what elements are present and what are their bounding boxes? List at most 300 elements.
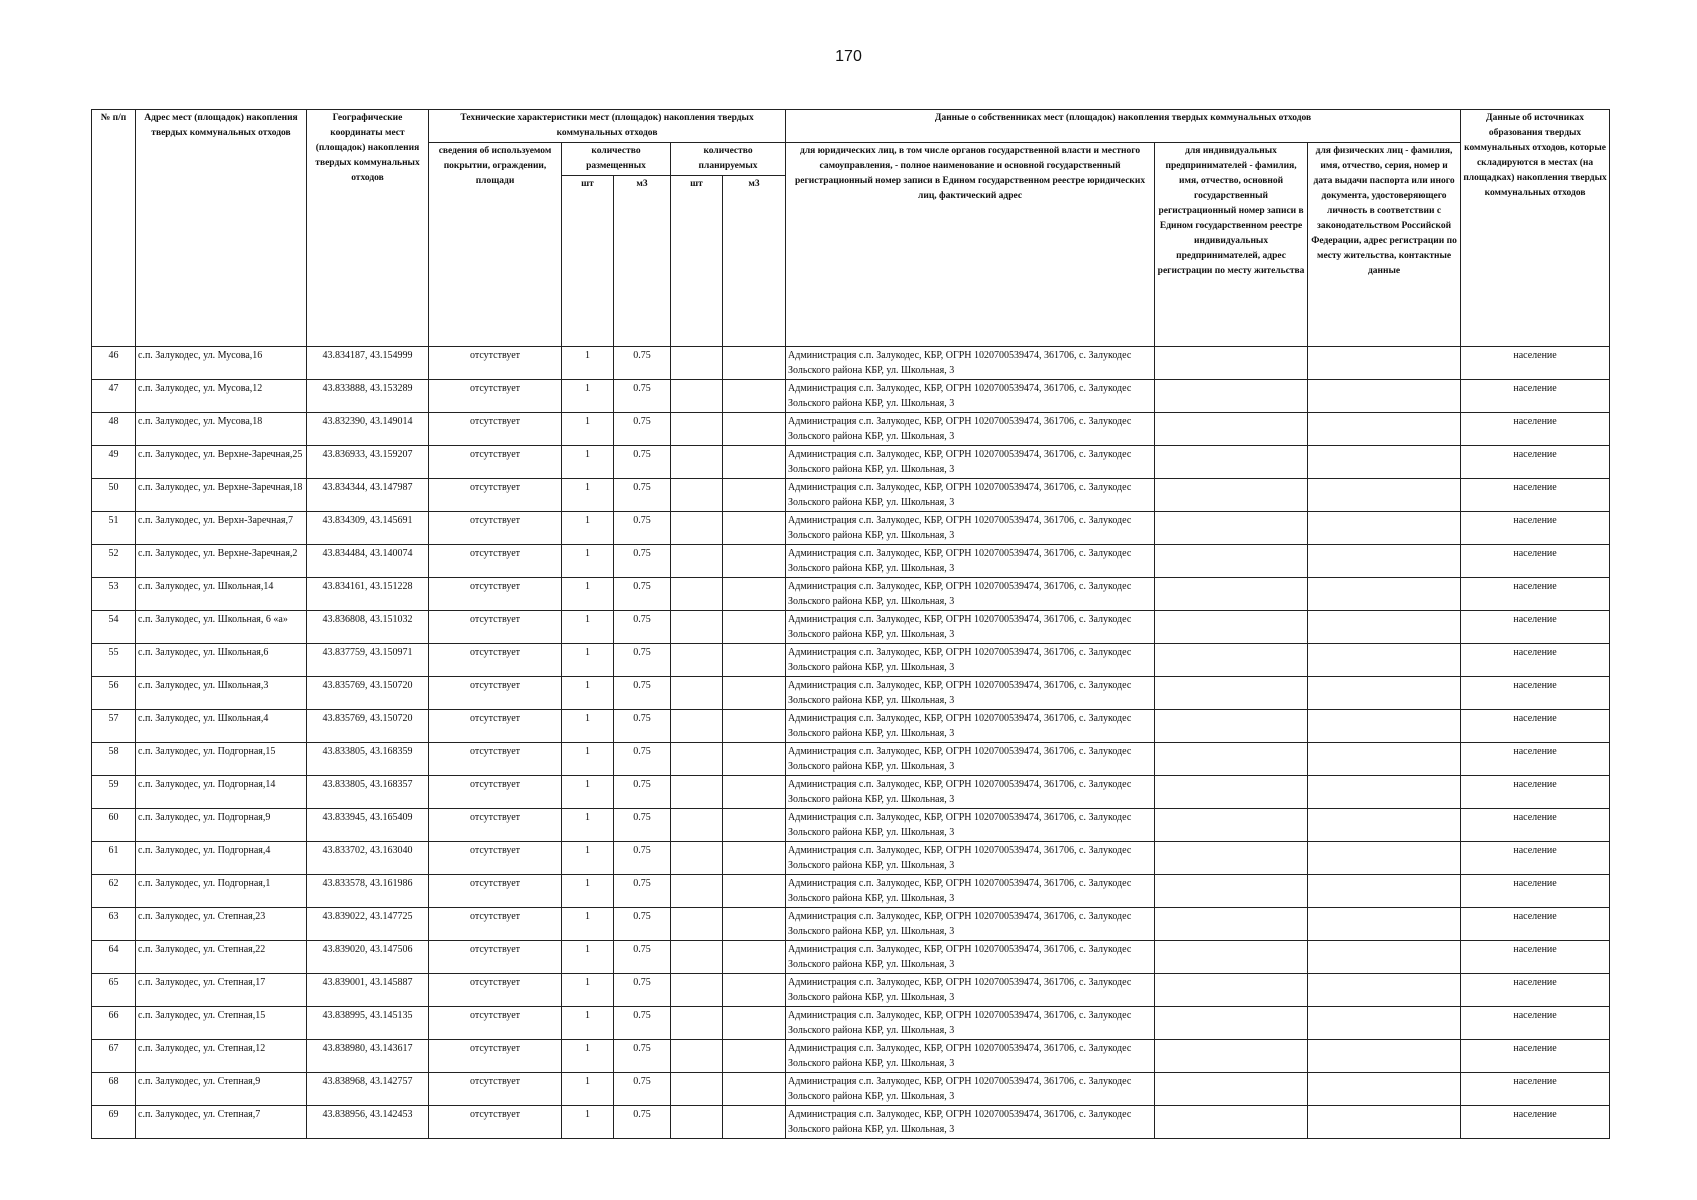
table-row xyxy=(92,479,1610,512)
row-planned-pcs xyxy=(671,479,723,512)
row-existing-pcs: 1 xyxy=(562,1106,614,1139)
row-owner-ip xyxy=(1155,380,1308,413)
row-coordinates: 43.833702, 43.163040 xyxy=(307,842,429,875)
row-planned-m3 xyxy=(723,446,786,479)
row-existing-pcs: 1 xyxy=(562,677,614,710)
row-source: население xyxy=(1461,1040,1610,1073)
row-existing-pcs: 1 xyxy=(562,1073,614,1106)
row-existing-m3: 0.75 xyxy=(614,578,671,611)
row-owner-legal: Администрация с.п. Залукодес, КБР, ОГРН 1020700539474, 361706, с. Залукодес Зольского района КБР, ул. Школьная, 3 xyxy=(786,1073,1155,1106)
row-existing-m3: 0.75 xyxy=(614,875,671,908)
table-row xyxy=(92,578,1610,611)
header-owners: Данные о собственниках мест (площадок) накопления твердых коммунальных отходов xyxy=(786,110,1461,143)
row-existing-pcs: 1 xyxy=(562,908,614,941)
row-source: население xyxy=(1461,611,1610,644)
table-row xyxy=(92,710,1610,743)
row-planned-m3 xyxy=(723,974,786,1007)
row-address: с.п. Залукодес, ул. Верхн-Заречная,7 xyxy=(136,512,307,545)
header-address: Адрес мест (площадок) накопления твердых коммунальных отходов xyxy=(136,110,307,347)
row-planned-pcs xyxy=(671,347,723,380)
row-address: с.п. Залукодес, ул. Мусова,18 xyxy=(136,413,307,446)
row-existing-m3: 0.75 xyxy=(614,1007,671,1040)
row-cover: отсутствует xyxy=(429,512,562,545)
row-planned-m3 xyxy=(723,611,786,644)
row-number: 68 xyxy=(92,1073,136,1106)
row-cover: отсутствует xyxy=(429,413,562,446)
row-owner-legal: Администрация с.п. Залукодес, КБР, ОГРН 1020700539474, 361706, с. Залукодес Зольского района КБР, ул. Школьная, 3 xyxy=(786,974,1155,1007)
row-existing-pcs: 1 xyxy=(562,842,614,875)
row-number: 46 xyxy=(92,347,136,380)
row-existing-m3: 0.75 xyxy=(614,380,671,413)
row-cover: отсутствует xyxy=(429,941,562,974)
row-address: с.п. Залукодес, ул. Степная,12 xyxy=(136,1040,307,1073)
row-owner-individual xyxy=(1308,941,1461,974)
table-row xyxy=(92,875,1610,908)
row-address: с.п. Залукодес, ул. Школьная,14 xyxy=(136,578,307,611)
row-planned-pcs xyxy=(671,677,723,710)
row-number: 54 xyxy=(92,611,136,644)
row-owner-legal: Администрация с.п. Залукодес, КБР, ОГРН 1020700539474, 361706, с. Залукодес Зольского района КБР, ул. Школьная, 3 xyxy=(786,809,1155,842)
row-coordinates: 43.833888, 43.153289 xyxy=(307,380,429,413)
row-source: население xyxy=(1461,446,1610,479)
row-owner-legal: Администрация с.п. Залукодес, КБР, ОГРН 1020700539474, 361706, с. Залукодес Зольского района КБР, ул. Школьная, 3 xyxy=(786,1040,1155,1073)
row-cover: отсутствует xyxy=(429,1040,562,1073)
row-owner-legal: Администрация с.п. Залукодес, КБР, ОГРН 1020700539474, 361706, с. Залукодес Зольского района КБР, ул. Школьная, 3 xyxy=(786,710,1155,743)
row-cover: отсутствует xyxy=(429,710,562,743)
row-coordinates: 43.837759, 43.150971 xyxy=(307,644,429,677)
row-planned-m3 xyxy=(723,743,786,776)
row-existing-m3: 0.75 xyxy=(614,479,671,512)
row-cover: отсутствует xyxy=(429,809,562,842)
row-planned-m3 xyxy=(723,941,786,974)
row-cover: отсутствует xyxy=(429,578,562,611)
table-row xyxy=(92,1106,1610,1139)
row-owner-legal: Администрация с.п. Залукодес, КБР, ОГРН 1020700539474, 361706, с. Залукодес Зольского района КБР, ул. Школьная, 3 xyxy=(786,545,1155,578)
row-coordinates: 43.834484, 43.140074 xyxy=(307,545,429,578)
row-source: население xyxy=(1461,380,1610,413)
row-planned-m3 xyxy=(723,710,786,743)
row-number: 66 xyxy=(92,1007,136,1040)
table-row xyxy=(92,545,1610,578)
row-planned-pcs xyxy=(671,974,723,1007)
row-address: с.п. Залукодес, ул. Мусова,12 xyxy=(136,380,307,413)
row-number: 49 xyxy=(92,446,136,479)
row-source: население xyxy=(1461,1106,1610,1139)
row-existing-m3: 0.75 xyxy=(614,842,671,875)
row-source: население xyxy=(1461,908,1610,941)
row-planned-m3 xyxy=(723,512,786,545)
row-owner-individual xyxy=(1308,1040,1461,1073)
row-number: 52 xyxy=(92,545,136,578)
row-address: с.п. Залукодес, ул. Степная,15 xyxy=(136,1007,307,1040)
table-row xyxy=(92,842,1610,875)
row-cover: отсутствует xyxy=(429,974,562,1007)
row-owner-legal: Администрация с.п. Залукодес, КБР, ОГРН 1020700539474, 361706, с. Залукодес Зольского района КБР, ул. Школьная, 3 xyxy=(786,644,1155,677)
row-number: 61 xyxy=(92,842,136,875)
row-source: население xyxy=(1461,842,1610,875)
row-existing-m3: 0.75 xyxy=(614,545,671,578)
row-source: население xyxy=(1461,1073,1610,1106)
row-owner-individual xyxy=(1308,677,1461,710)
row-owner-legal: Администрация с.п. Залукодес, КБР, ОГРН 1020700539474, 361706, с. Залукодес Зольского района КБР, ул. Школьная, 3 xyxy=(786,479,1155,512)
row-owner-legal: Администрация с.п. Залукодес, КБР, ОГРН 1020700539474, 361706, с. Залукодес Зольского района КБР, ул. Школьная, 3 xyxy=(786,941,1155,974)
row-source: население xyxy=(1461,743,1610,776)
page-number: 170 xyxy=(835,48,862,65)
row-number: 62 xyxy=(92,875,136,908)
row-existing-pcs: 1 xyxy=(562,512,614,545)
row-cover: отсутствует xyxy=(429,644,562,677)
row-number: 59 xyxy=(92,776,136,809)
row-existing-m3: 0.75 xyxy=(614,611,671,644)
row-existing-m3: 0.75 xyxy=(614,512,671,545)
row-owner-legal: Администрация с.п. Залукодес, КБР, ОГРН 1020700539474, 361706, с. Залукодес Зольского района КБР, ул. Школьная, 3 xyxy=(786,347,1155,380)
row-existing-pcs: 1 xyxy=(562,446,614,479)
row-owner-individual xyxy=(1308,1106,1461,1139)
row-address: с.п. Залукодес, ул. Подгорная,4 xyxy=(136,842,307,875)
row-existing-m3: 0.75 xyxy=(614,413,671,446)
row-planned-pcs xyxy=(671,908,723,941)
row-address: с.п. Залукодес, ул. Степная,9 xyxy=(136,1073,307,1106)
table-row xyxy=(92,908,1610,941)
header-num: № п/п xyxy=(92,110,136,347)
row-owner-ip xyxy=(1155,776,1308,809)
row-source: население xyxy=(1461,413,1610,446)
row-source: население xyxy=(1461,1007,1610,1040)
row-existing-m3: 0.75 xyxy=(614,974,671,1007)
table-row xyxy=(92,1007,1610,1040)
row-owner-individual xyxy=(1308,644,1461,677)
table-header xyxy=(92,110,1610,347)
row-owner-legal: Администрация с.п. Залукодес, КБР, ОГРН 1020700539474, 361706, с. Залукодес Зольского района КБР, ул. Школьная, 3 xyxy=(786,413,1155,446)
row-owner-ip xyxy=(1155,677,1308,710)
row-owner-individual xyxy=(1308,380,1461,413)
row-owner-ip xyxy=(1155,512,1308,545)
table-row xyxy=(92,743,1610,776)
row-owner-individual xyxy=(1308,974,1461,1007)
row-planned-pcs xyxy=(671,1106,723,1139)
row-planned-m3 xyxy=(723,644,786,677)
row-planned-m3 xyxy=(723,842,786,875)
row-owner-individual xyxy=(1308,512,1461,545)
row-coordinates: 43.833578, 43.161986 xyxy=(307,875,429,908)
row-planned-m3 xyxy=(723,380,786,413)
row-existing-pcs: 1 xyxy=(562,479,614,512)
row-source: население xyxy=(1461,347,1610,380)
row-cover: отсутствует xyxy=(429,875,562,908)
row-owner-legal: Администрация с.п. Залукодес, КБР, ОГРН 1020700539474, 361706, с. Залукодес Зольского района КБР, ул. Школьная, 3 xyxy=(786,512,1155,545)
row-owner-individual xyxy=(1308,347,1461,380)
row-cover: отсутствует xyxy=(429,1073,562,1106)
row-address: с.п. Залукодес, ул. Подгорная,9 xyxy=(136,809,307,842)
row-existing-pcs: 1 xyxy=(562,776,614,809)
row-source: население xyxy=(1461,776,1610,809)
row-existing-m3: 0.75 xyxy=(614,644,671,677)
table-row xyxy=(92,1073,1610,1106)
row-planned-pcs xyxy=(671,446,723,479)
row-existing-m3: 0.75 xyxy=(614,941,671,974)
row-owner-individual xyxy=(1308,1073,1461,1106)
row-owner-ip xyxy=(1155,974,1308,1007)
row-owner-ip xyxy=(1155,413,1308,446)
row-planned-m3 xyxy=(723,677,786,710)
row-source: население xyxy=(1461,578,1610,611)
row-number: 58 xyxy=(92,743,136,776)
row-owner-legal: Администрация с.п. Залукодес, КБР, ОГРН 1020700539474, 361706, с. Залукодес Зольского района КБР, ул. Школьная, 3 xyxy=(786,776,1155,809)
row-cover: отсутствует xyxy=(429,908,562,941)
row-coordinates: 43.834161, 43.151228 xyxy=(307,578,429,611)
header-cover: сведения об используемом покрытии, ограждении, площади xyxy=(429,143,562,347)
row-existing-m3: 0.75 xyxy=(614,677,671,710)
row-owner-legal: Администрация с.п. Залукодес, КБР, ОГРН 1020700539474, 361706, с. Залукодес Зольского района КБР, ул. Школьная, 3 xyxy=(786,677,1155,710)
row-existing-m3: 0.75 xyxy=(614,1073,671,1106)
row-coordinates: 43.838980, 43.143617 xyxy=(307,1040,429,1073)
row-coordinates: 43.838968, 43.142757 xyxy=(307,1073,429,1106)
row-number: 63 xyxy=(92,908,136,941)
row-owner-legal: Администрация с.п. Залукодес, КБР, ОГРН 1020700539474, 361706, с. Залукодес Зольского района КБР, ул. Школьная, 3 xyxy=(786,611,1155,644)
table-row xyxy=(92,413,1610,446)
row-owner-individual xyxy=(1308,578,1461,611)
row-owner-ip xyxy=(1155,1040,1308,1073)
header-existing: количество размещенных xyxy=(562,143,671,176)
row-planned-pcs xyxy=(671,512,723,545)
row-coordinates: 43.839022, 43.147725 xyxy=(307,908,429,941)
row-owner-individual xyxy=(1308,545,1461,578)
row-source: население xyxy=(1461,875,1610,908)
header-individual: для физических лиц - фамилия, имя, отчество, серия, номер и дата выдачи паспорта или иного документа, удостоверяющего личность в соответствии с законодательством Российской Федерации, адрес регистрации по месту жительства, контактные данные xyxy=(1308,143,1461,347)
row-planned-pcs xyxy=(671,776,723,809)
row-owner-ip xyxy=(1155,545,1308,578)
row-number: 57 xyxy=(92,710,136,743)
row-address: с.п. Залукодес, ул. Школьная,4 xyxy=(136,710,307,743)
row-owner-individual xyxy=(1308,413,1461,446)
table-row xyxy=(92,644,1610,677)
row-number: 56 xyxy=(92,677,136,710)
row-address: с.п. Залукодес, ул. Школьная,6 xyxy=(136,644,307,677)
row-planned-pcs xyxy=(671,941,723,974)
row-planned-pcs xyxy=(671,743,723,776)
row-planned-m3 xyxy=(723,545,786,578)
row-cover: отсутствует xyxy=(429,446,562,479)
row-cover: отсутствует xyxy=(429,677,562,710)
table-row xyxy=(92,347,1610,380)
row-existing-pcs: 1 xyxy=(562,611,614,644)
row-planned-pcs xyxy=(671,545,723,578)
row-planned-m3 xyxy=(723,1073,786,1106)
row-planned-m3 xyxy=(723,776,786,809)
row-existing-pcs: 1 xyxy=(562,578,614,611)
row-existing-m3: 0.75 xyxy=(614,446,671,479)
row-source: население xyxy=(1461,974,1610,1007)
row-coordinates: 43.839001, 43.145887 xyxy=(307,974,429,1007)
row-owner-individual xyxy=(1308,611,1461,644)
row-number: 65 xyxy=(92,974,136,1007)
row-owner-individual xyxy=(1308,743,1461,776)
row-planned-m3 xyxy=(723,875,786,908)
table-row xyxy=(92,776,1610,809)
row-cover: отсутствует xyxy=(429,545,562,578)
row-number: 60 xyxy=(92,809,136,842)
table-row xyxy=(92,1040,1610,1073)
row-existing-pcs: 1 xyxy=(562,710,614,743)
row-coordinates: 43.835769, 43.150720 xyxy=(307,710,429,743)
row-existing-m3: 0.75 xyxy=(614,743,671,776)
row-coordinates: 43.834344, 43.147987 xyxy=(307,479,429,512)
row-owner-individual xyxy=(1308,479,1461,512)
row-source: население xyxy=(1461,545,1610,578)
row-planned-m3 xyxy=(723,1007,786,1040)
row-coordinates: 43.836808, 43.151032 xyxy=(307,611,429,644)
row-address: с.п. Залукодес, ул. Верхне-Заречная,2 xyxy=(136,545,307,578)
row-source: население xyxy=(1461,710,1610,743)
row-existing-pcs: 1 xyxy=(562,413,614,446)
row-number: 47 xyxy=(92,380,136,413)
row-number: 53 xyxy=(92,578,136,611)
table-row xyxy=(92,512,1610,545)
row-owner-individual xyxy=(1308,776,1461,809)
row-owner-legal: Администрация с.п. Залукодес, КБР, ОГРН 1020700539474, 361706, с. Залукодес Зольского района КБР, ул. Школьная, 3 xyxy=(786,446,1155,479)
row-address: с.п. Залукодес, ул. Верхне-Заречная,18 xyxy=(136,479,307,512)
row-coordinates: 43.839020, 43.147506 xyxy=(307,941,429,974)
row-address: с.п. Залукодес, ул. Верхне-Заречная,25 xyxy=(136,446,307,479)
row-address: с.п. Залукодес, ул. Школьная, 6 «а» xyxy=(136,611,307,644)
row-number: 48 xyxy=(92,413,136,446)
row-address: с.п. Залукодес, ул. Степная,7 xyxy=(136,1106,307,1139)
row-source: население xyxy=(1461,941,1610,974)
row-planned-pcs xyxy=(671,578,723,611)
row-existing-m3: 0.75 xyxy=(614,908,671,941)
row-planned-m3 xyxy=(723,578,786,611)
row-address: с.п. Залукодес, ул. Степная,17 xyxy=(136,974,307,1007)
header-planned-pcs: шт xyxy=(671,176,723,347)
row-cover: отсутствует xyxy=(429,743,562,776)
row-owner-ip xyxy=(1155,710,1308,743)
row-planned-pcs xyxy=(671,644,723,677)
table-row xyxy=(92,941,1610,974)
row-coordinates: 43.838956, 43.142453 xyxy=(307,1106,429,1139)
row-planned-m3 xyxy=(723,1106,786,1139)
header-tech: Технические характеристики мест (площадок) накопления твердых коммунальных отходов xyxy=(429,110,786,143)
row-source: население xyxy=(1461,809,1610,842)
header-sources: Данные об источниках образования твердых коммунальных отходов, которые складируются в местах (на площадках) накопления твердых коммунальных отходов xyxy=(1461,110,1610,347)
row-planned-m3 xyxy=(723,347,786,380)
row-owner-ip xyxy=(1155,1073,1308,1106)
row-address: с.п. Залукодес, ул. Подгорная,15 xyxy=(136,743,307,776)
row-address: с.п. Залукодес, ул. Степная,22 xyxy=(136,941,307,974)
row-planned-pcs xyxy=(671,875,723,908)
waste-sites-table xyxy=(91,109,1610,1139)
row-owner-ip xyxy=(1155,941,1308,974)
row-planned-pcs xyxy=(671,1040,723,1073)
row-owner-individual xyxy=(1308,710,1461,743)
row-planned-pcs xyxy=(671,1073,723,1106)
row-owner-legal: Администрация с.п. Залукодес, КБР, ОГРН 1020700539474, 361706, с. Залукодес Зольского района КБР, ул. Школьная, 3 xyxy=(786,1007,1155,1040)
row-owner-ip xyxy=(1155,578,1308,611)
row-owner-ip xyxy=(1155,446,1308,479)
table-row xyxy=(92,611,1610,644)
row-number: 51 xyxy=(92,512,136,545)
row-address: с.п. Залукодес, ул. Школьная,3 xyxy=(136,677,307,710)
table-row xyxy=(92,809,1610,842)
row-owner-ip xyxy=(1155,644,1308,677)
row-cover: отсутствует xyxy=(429,479,562,512)
row-owner-individual xyxy=(1308,908,1461,941)
table-row xyxy=(92,677,1610,710)
row-owner-ip xyxy=(1155,1007,1308,1040)
table-row xyxy=(92,380,1610,413)
row-number: 67 xyxy=(92,1040,136,1073)
row-coordinates: 43.834187, 43.154999 xyxy=(307,347,429,380)
row-existing-m3: 0.75 xyxy=(614,347,671,380)
row-cover: отсутствует xyxy=(429,611,562,644)
row-number: 50 xyxy=(92,479,136,512)
row-number: 64 xyxy=(92,941,136,974)
row-existing-m3: 0.75 xyxy=(614,1106,671,1139)
row-address: с.п. Залукодес, ул. Мусова,16 xyxy=(136,347,307,380)
row-planned-pcs xyxy=(671,809,723,842)
row-owner-individual xyxy=(1308,809,1461,842)
row-owner-legal: Администрация с.п. Залукодес, КБР, ОГРН 1020700539474, 361706, с. Залукодес Зольского района КБР, ул. Школьная, 3 xyxy=(786,842,1155,875)
row-cover: отсутствует xyxy=(429,1007,562,1040)
row-owner-ip xyxy=(1155,809,1308,842)
row-existing-pcs: 1 xyxy=(562,743,614,776)
row-owner-ip xyxy=(1155,908,1308,941)
header-planned-m3: м3 xyxy=(723,176,786,347)
row-owner-legal: Администрация с.п. Залукодес, КБР, ОГРН 1020700539474, 361706, с. Залукодес Зольского района КБР, ул. Школьная, 3 xyxy=(786,743,1155,776)
row-planned-m3 xyxy=(723,413,786,446)
row-owner-ip xyxy=(1155,1106,1308,1139)
row-owner-ip xyxy=(1155,743,1308,776)
row-owner-legal: Администрация с.п. Залукодес, КБР, ОГРН 1020700539474, 361706, с. Залукодес Зольского района КБР, ул. Школьная, 3 xyxy=(786,1106,1155,1139)
row-existing-pcs: 1 xyxy=(562,347,614,380)
row-owner-legal: Администрация с.п. Залукодес, КБР, ОГРН 1020700539474, 361706, с. Залукодес Зольского района КБР, ул. Школьная, 3 xyxy=(786,908,1155,941)
row-cover: отсутствует xyxy=(429,380,562,413)
header-planned: количество планируемых xyxy=(671,143,786,176)
table-row xyxy=(92,974,1610,1007)
row-owner-ip xyxy=(1155,611,1308,644)
row-number: 69 xyxy=(92,1106,136,1139)
row-existing-pcs: 1 xyxy=(562,809,614,842)
row-owner-ip xyxy=(1155,347,1308,380)
row-address: с.п. Залукодес, ул. Подгорная,1 xyxy=(136,875,307,908)
row-owner-ip xyxy=(1155,875,1308,908)
row-owner-individual xyxy=(1308,446,1461,479)
row-planned-pcs xyxy=(671,611,723,644)
row-existing-pcs: 1 xyxy=(562,380,614,413)
row-owner-ip xyxy=(1155,479,1308,512)
row-coordinates: 43.838995, 43.145135 xyxy=(307,1007,429,1040)
row-cover: отсутствует xyxy=(429,842,562,875)
table-row xyxy=(92,446,1610,479)
row-existing-pcs: 1 xyxy=(562,1007,614,1040)
table-body xyxy=(92,347,1610,1139)
row-owner-individual xyxy=(1308,842,1461,875)
row-owner-legal: Администрация с.п. Залукодес, КБР, ОГРН 1020700539474, 361706, с. Залукодес Зольского района КБР, ул. Школьная, 3 xyxy=(786,380,1155,413)
row-owner-individual xyxy=(1308,1007,1461,1040)
header-ip: для индивидуальных предпринимателей - фамилия, имя, отчество, основной государственный регистрационный номер записи в Едином государственном реестре индивидуальных предпринимателей, адрес регистрации по месту жительства xyxy=(1155,143,1308,347)
row-existing-pcs: 1 xyxy=(562,644,614,677)
row-owner-individual xyxy=(1308,875,1461,908)
row-source: население xyxy=(1461,512,1610,545)
row-source: население xyxy=(1461,644,1610,677)
row-coordinates: 43.835769, 43.150720 xyxy=(307,677,429,710)
row-existing-pcs: 1 xyxy=(562,545,614,578)
row-coordinates: 43.833945, 43.165409 xyxy=(307,809,429,842)
row-planned-m3 xyxy=(723,479,786,512)
row-existing-m3: 0.75 xyxy=(614,1040,671,1073)
row-cover: отсутствует xyxy=(429,1106,562,1139)
row-owner-ip xyxy=(1155,842,1308,875)
row-existing-pcs: 1 xyxy=(562,1040,614,1073)
